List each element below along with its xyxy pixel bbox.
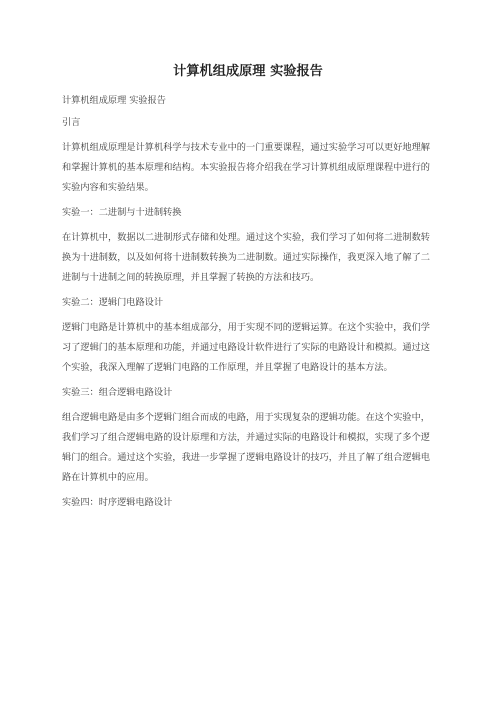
section-3-heading: 实验三：组合逻辑电路设计 [62, 387, 173, 398]
intro-heading: 引言 [62, 117, 81, 128]
section-1-paragraph: 在计算机中，数据以二进制形式存储和处理。通过这个实验，我们学习了如何将二进制数转换为十进制数，以及如何将十进制数转换为二进制数。通过实际操作，我更深入地了解了二进制与十进制之间的转换原理，并且掌握了转换的方法和技巧。 [62, 232, 430, 283]
section-2-paragraph: 逻辑门电路是计算机中的基本组成部分，用于实现不同的逻辑运算。在这个实验中，我们学习了逻辑门的基本原理和功能，并通过电路设计软件进行了实际的电路设计和模拟。通过这个实验，我深入理解了逻辑门电路的工作原理，并且掌握了电路设计的基本方法。 [62, 322, 430, 373]
section-1-heading: 实验一：二进制与十进制转换 [62, 207, 182, 218]
document-subtitle: 计算机组成原理 实验报告 [62, 95, 166, 106]
document-title: 计算机组成原理 实验报告 [173, 64, 323, 79]
section-4-heading: 实验四：时序逻辑电路设计 [62, 497, 173, 508]
document-body [62, 94, 430, 518]
section-3-paragraph: 组合逻辑电路是由多个逻辑门组合而成的电路，用于实现复杂的逻辑功能。在这个实验中，我们学习了组合逻辑电路的设计原理和方法，并通过实际的电路设计和模拟，实现了多个逻辑门的组合。通过这个实验，我进一步掌握了逻辑电路设计的技巧，并且了解了组合逻辑电路在计算机中的应用。 [62, 412, 430, 483]
section-2-heading: 实验二：逻辑门电路设计 [62, 297, 164, 308]
intro-paragraph: 计算机组成原理是计算机科学与技术专业中的一门重要课程，通过实验学习可以更好地理解和掌握计算机的基本原理和结构。本实验报告将介绍我在学习计算机组成原理课程中进行的实验内容和实验结果。 [62, 142, 430, 193]
